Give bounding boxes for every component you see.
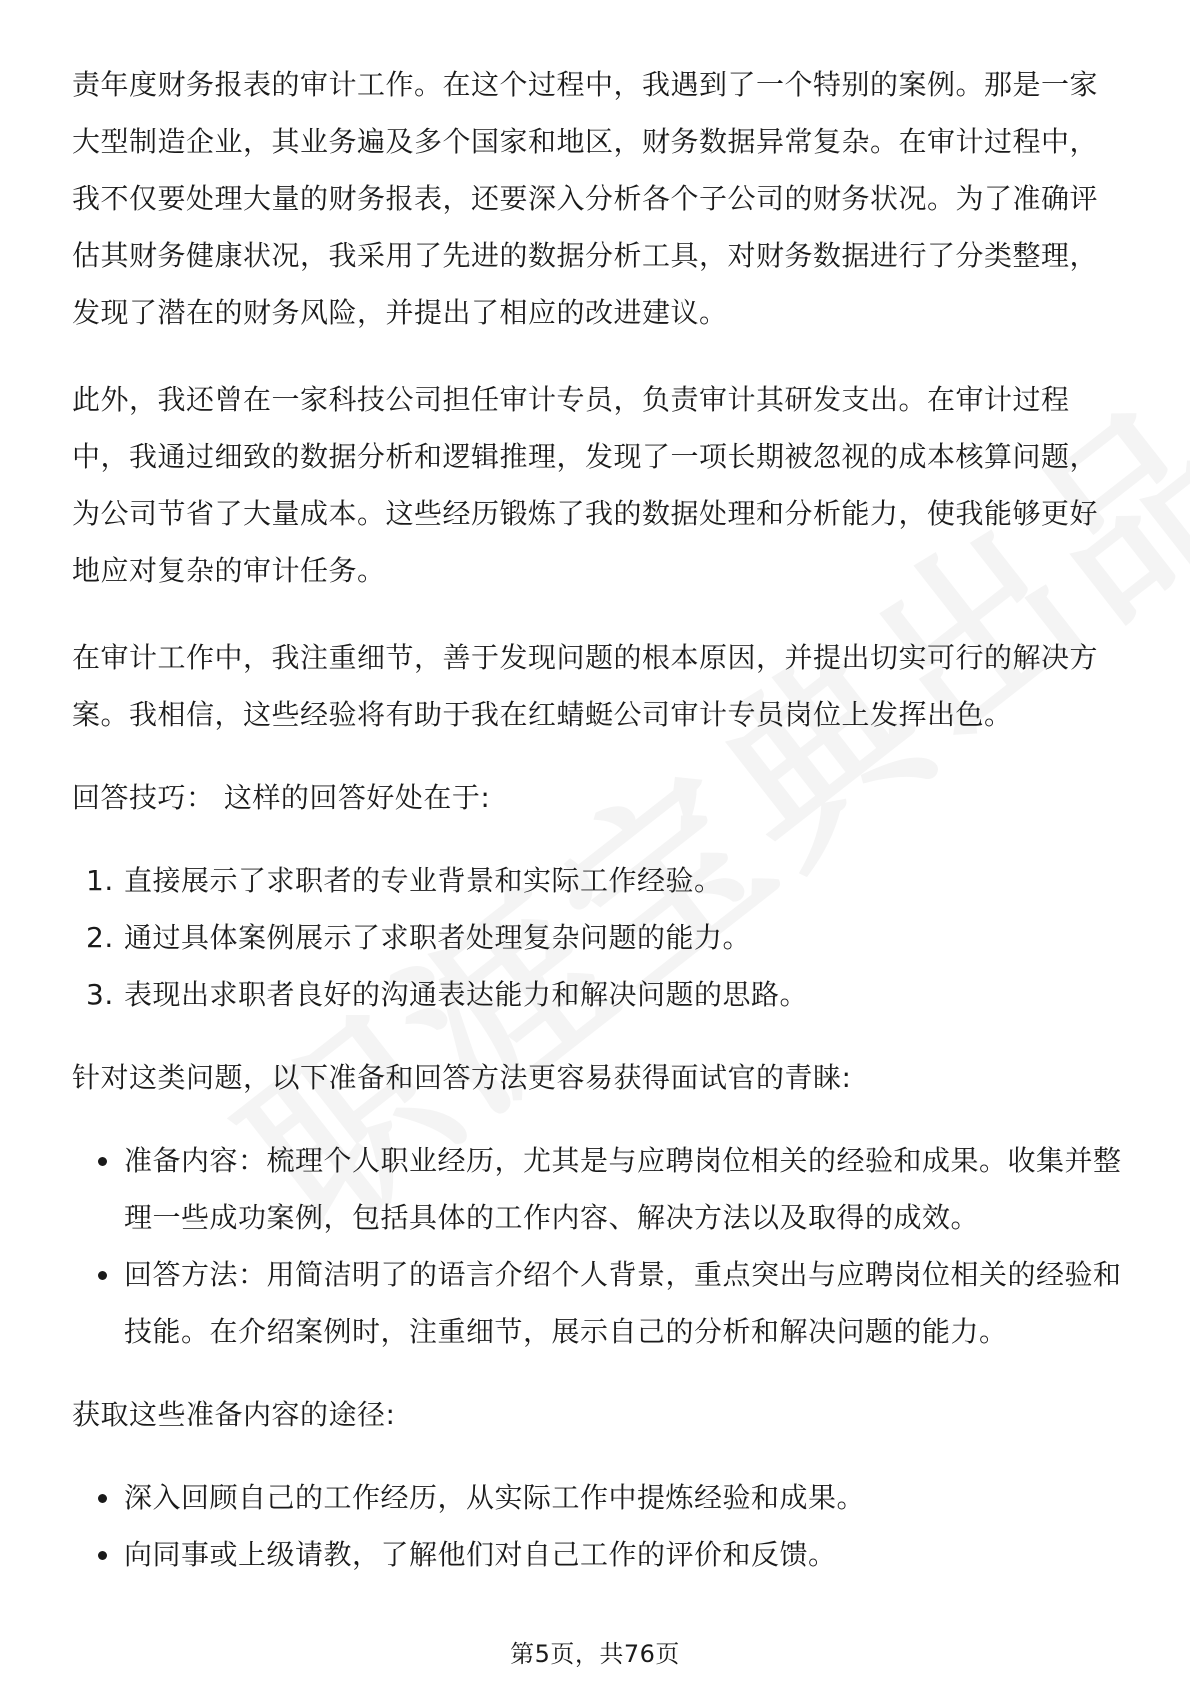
paragraph-tech-company: 此外，我还曾在一家科技公司担任审计专员，负责审计其研发支出。在审计过程中，我通过细致的数据分析和逻辑推理，发现了一项长期被忽视的成本核算问题，为公司节省了大量成本。这些经历锻炼了我的数据处理和分析能力，使我能够更好地应对复杂的审计任务。 — [72, 383, 1099, 587]
prep-heading: 针对这类问题，以下准备和回答方法更容易获得面试官的青睐: — [72, 1061, 852, 1094]
paragraph-conclusion: 在审计工作中，我注重细节，善于发现问题的根本原因，并提出切实可行的解决方案。我相信，这些经验将有助于我在红蜻蜓公司审计专员岗位上发挥出色。 — [72, 641, 1099, 731]
bullet-icon — [98, 1157, 107, 1166]
list-item-text: 回答方法：用简洁明了的语言介绍个人背景，重点突出与应聘岗位相关的经验和技能。在介绍案例时，注重细节，展示自己的分析和解决问题的能力。 — [124, 1258, 1122, 1348]
list-item — [72, 966, 1122, 1023]
list-item — [72, 852, 1122, 909]
list-number: 1. — [86, 864, 114, 897]
list-item — [72, 1132, 1122, 1246]
list-item-text: 向同事或上级请教，了解他们对自己工作的评价和反馈。 — [124, 1538, 837, 1571]
list-item-text: 直接展示了求职者的专业背景和实际工作经验。 — [124, 864, 723, 897]
list-item — [72, 1469, 1122, 1526]
document-page — [72, 56, 1122, 1583]
list-item — [72, 1246, 1122, 1360]
prep-list — [72, 1132, 1122, 1360]
list-item-text: 深入回顾自己的工作经历，从实际工作中提炼经验和成果。 — [124, 1481, 866, 1514]
tips-list — [72, 852, 1122, 1023]
bullet-icon — [98, 1494, 107, 1503]
list-item — [72, 909, 1122, 966]
list-number: 2. — [86, 921, 114, 954]
list-item-text: 表现出求职者良好的沟通表达能力和解决问题的思路。 — [124, 978, 809, 1011]
source-list — [72, 1469, 1122, 1583]
list-item-text: 准备内容：梳理个人职业经历，尤其是与应聘岗位相关的经验和成果。收集并整理一些成功案例，包括具体的工作内容、解决方法以及取得的成效。 — [124, 1144, 1122, 1234]
bullet-icon — [98, 1551, 107, 1560]
list-number: 3. — [86, 978, 114, 1011]
paragraph-audit-case: 责年度财务报表的审计工作。在这个过程中，我遇到了一个特别的案例。那是一家大型制造企业，其业务遍及多个国家和地区，财务数据异常复杂。在审计过程中，我不仅要处理大量的财务报表，还要深入分析各个子公司的财务状况。为了准确评估其财务健康状况，我采用了先进的数据分析工具，对财务数据进行了分类整理，发现了潜在的财务风险，并提出了相应的改进建议。 — [72, 68, 1099, 329]
list-item-text: 通过具体案例展示了求职者处理复杂问题的能力。 — [124, 921, 752, 954]
source-heading: 获取这些准备内容的途径: — [72, 1398, 396, 1431]
page-number: 第5页，共76页 — [510, 1640, 680, 1668]
bullet-icon — [98, 1271, 107, 1280]
tips-heading: 回答技巧： 这样的回答好处在于: — [72, 781, 491, 814]
list-item — [72, 1526, 1122, 1583]
